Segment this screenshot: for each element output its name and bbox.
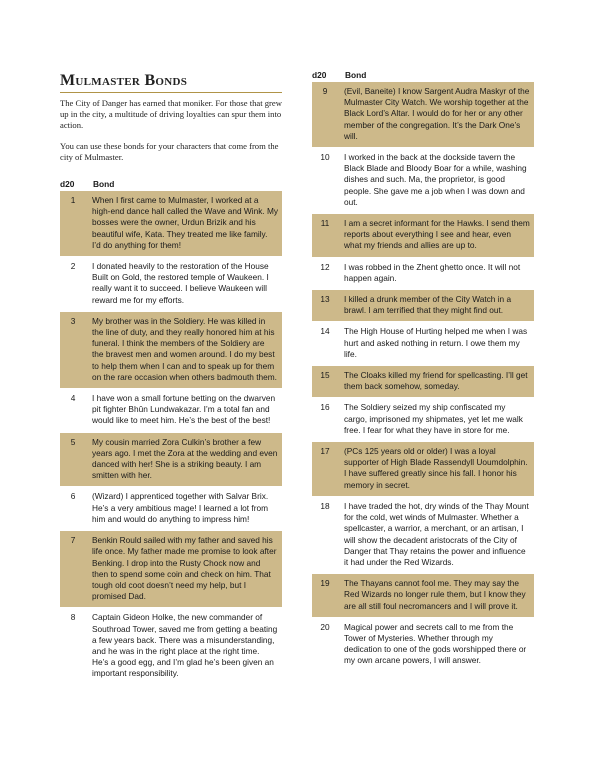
left-column <box>60 72 282 686</box>
table-row <box>60 389 282 433</box>
row-text: I have traded the hot, dry winds of the Thay Mount for the cold, wet winds of Mulmaster. Whether a spellcaster, a warrior, a merchant, or an artisan, I will show the decadent aristocrats of the City of Danger that Thay retains the power and influence it had under the Red Wizards. <box>344 500 529 567</box>
column-header-bond: Bond <box>93 179 115 190</box>
row-text: Benkin Rould sailed with my father and saved his life once. My father made me promise to look after Benking. I drop into the Rusty Chock now and then to spend some coin and check on him. That tough old coot doesn’t need my help, but I promised Dad. <box>92 535 277 602</box>
row-text: (PCs 125 years old or older) I was a loyal supporter of High Blade Rassendyll Uoumdolphin. I have suffered greatly since his fall. I honor his memory in secret. <box>344 446 528 490</box>
table-header <box>312 70 534 82</box>
row-number: 12 <box>320 261 330 272</box>
row-text: The High House of Hurting helped me when I was hurt and asked nothing in return. I owe them my life. <box>344 326 528 359</box>
table-row <box>60 191 282 257</box>
table-header <box>60 177 282 191</box>
row-number: 2 <box>70 261 76 272</box>
row-text: The Soldiery seized my ship confiscated my cargo, imprisoned my shipmates, yet let me walk free. I fear for what they have in store for me. <box>344 402 523 435</box>
row-number: 9 <box>322 86 328 96</box>
row-number: 4 <box>70 393 76 404</box>
row-text: The Thayans cannot fool me. They may say the Red Wizards no longer rule them, but I know they are all still foul necromancers and I will prove it. <box>344 578 526 611</box>
row-number: 7 <box>70 535 76 546</box>
right-column <box>312 70 534 673</box>
column-header-d20: d20 <box>312 70 327 80</box>
row-number: 17 <box>320 446 330 457</box>
intro-paragraph-2: You can use these bonds for your characters that come from the city of Mulmaster. <box>60 140 279 162</box>
table-row <box>312 574 534 618</box>
table-row <box>312 290 534 322</box>
row-text: Magical power and secrets call to me from the Tower of Mysteries. Whether through my dedication to one of the gods worshipped there or my own arcane powers, I will answer. <box>344 621 527 666</box>
row-number: 13 <box>320 294 330 305</box>
row-text: I killed a drunk member of the City Watch in a brawl. I am terrified that they might find out. <box>344 294 512 316</box>
row-text: I am a secret informant for the Hawks. I send them reports about everything I see and hear, even what my friends and allies are up to. <box>344 218 530 251</box>
table-row <box>60 312 282 389</box>
row-number: 18 <box>320 500 330 511</box>
section-title: Mulmaster Bonds <box>60 72 188 89</box>
row-number: 14 <box>320 326 330 337</box>
row-text: My brother was in the Soldiery. He was killed in the line of duty, and they really honored him at his funeral. I think the members of the Soldiery are the bravest men and women around. I do my best to help them when I can and to speak up for them on the rare occasion when others badmouth them. <box>92 315 277 382</box>
table-row <box>312 148 534 214</box>
column-header-bond: Bond <box>345 70 367 80</box>
row-text: My cousin married Zora Culkin’s brother a few years ago. I met the Zora at the wedding and even danced with her! She is a striking beauty. I am smitten with her. <box>92 436 278 481</box>
row-number: 19 <box>320 578 330 589</box>
table-row <box>312 82 534 148</box>
row-number: 8 <box>70 612 76 623</box>
row-number: 5 <box>70 436 76 447</box>
table-row <box>312 366 534 398</box>
row-number: 6 <box>70 491 76 502</box>
row-text: I was robbed in the Zhent ghetto once. It will not happen again. <box>344 261 521 283</box>
row-number: 16 <box>320 402 330 413</box>
row-number: 15 <box>320 370 330 381</box>
table-row <box>60 433 282 488</box>
row-number: 3 <box>70 315 76 326</box>
row-text: Captain Gideon Holke, the new commander of Southroad Tower, saved me from getting a beating a few years back. There was a misunderstanding, and he was in the right place at the right time. He’s a good egg, and I’m glad he’s been given an important responsibility. <box>92 612 278 679</box>
table-row <box>60 487 282 531</box>
table-row <box>60 531 282 608</box>
row-number: 10 <box>320 152 330 163</box>
table-row <box>312 398 534 442</box>
row-text: (Wizard) I apprenticed together with Salvar Brix. He’s a very ambitious mage! I learned a lot from him and would do anything to impress him! <box>92 491 269 524</box>
title-divider <box>60 92 282 93</box>
table-row <box>312 214 534 258</box>
table-row <box>312 618 534 673</box>
column-header-d20: d20 <box>60 179 75 190</box>
row-number: 20 <box>320 621 330 632</box>
table-row <box>312 497 534 574</box>
table-row <box>312 258 534 290</box>
row-text: (Evil, Baneite) I know Sargent Audra Maskyr of the Mulmaster City Watch. We worship together at the Black Lord’s Altar. I would do for her or any other member of the congregation. It’s the Dark One’s will. <box>344 86 530 141</box>
table-row <box>60 257 282 312</box>
row-number: 11 <box>320 218 330 229</box>
row-text: I have won a small fortune betting on the dwarven pit fighter Bhûn Lundwakazar. I’m a total fan and would like to meet him. He’s the best of the best! <box>92 393 276 426</box>
row-text: I donated heavily to the restoration of the House Built on Gold, the restored temple of Waukeen. I really want it to succeed. I believe Waukeen will reward me for my efforts. <box>92 261 269 305</box>
row-text: When I first came to Mulmaster, I worked at a high-end dance hall called the Wave and Wink. My bosses were the owner, Urdun Brizik and his beautiful wife, Kata. They treated me like family. I’d do anything for them! <box>92 195 279 250</box>
intro-paragraph: The City of Danger has earned that moniker. For those that grew up in the city, a multitude of driving loyalties can spur them into action. <box>60 98 282 131</box>
row-text: The Cloaks killed my friend for spellcasting. I’ll get them back somehow, someday. <box>344 370 528 392</box>
row-text: I worked in the back at the dockside tavern the Black Blade and Bloody Boar for a while, washing dishes and such. Ma, the proprietor, is good people. She gave me a job when I was down and out. <box>344 152 527 207</box>
row-number: 1 <box>70 195 76 206</box>
table-row <box>312 322 534 366</box>
table-row <box>60 608 282 685</box>
table-row <box>312 442 534 497</box>
